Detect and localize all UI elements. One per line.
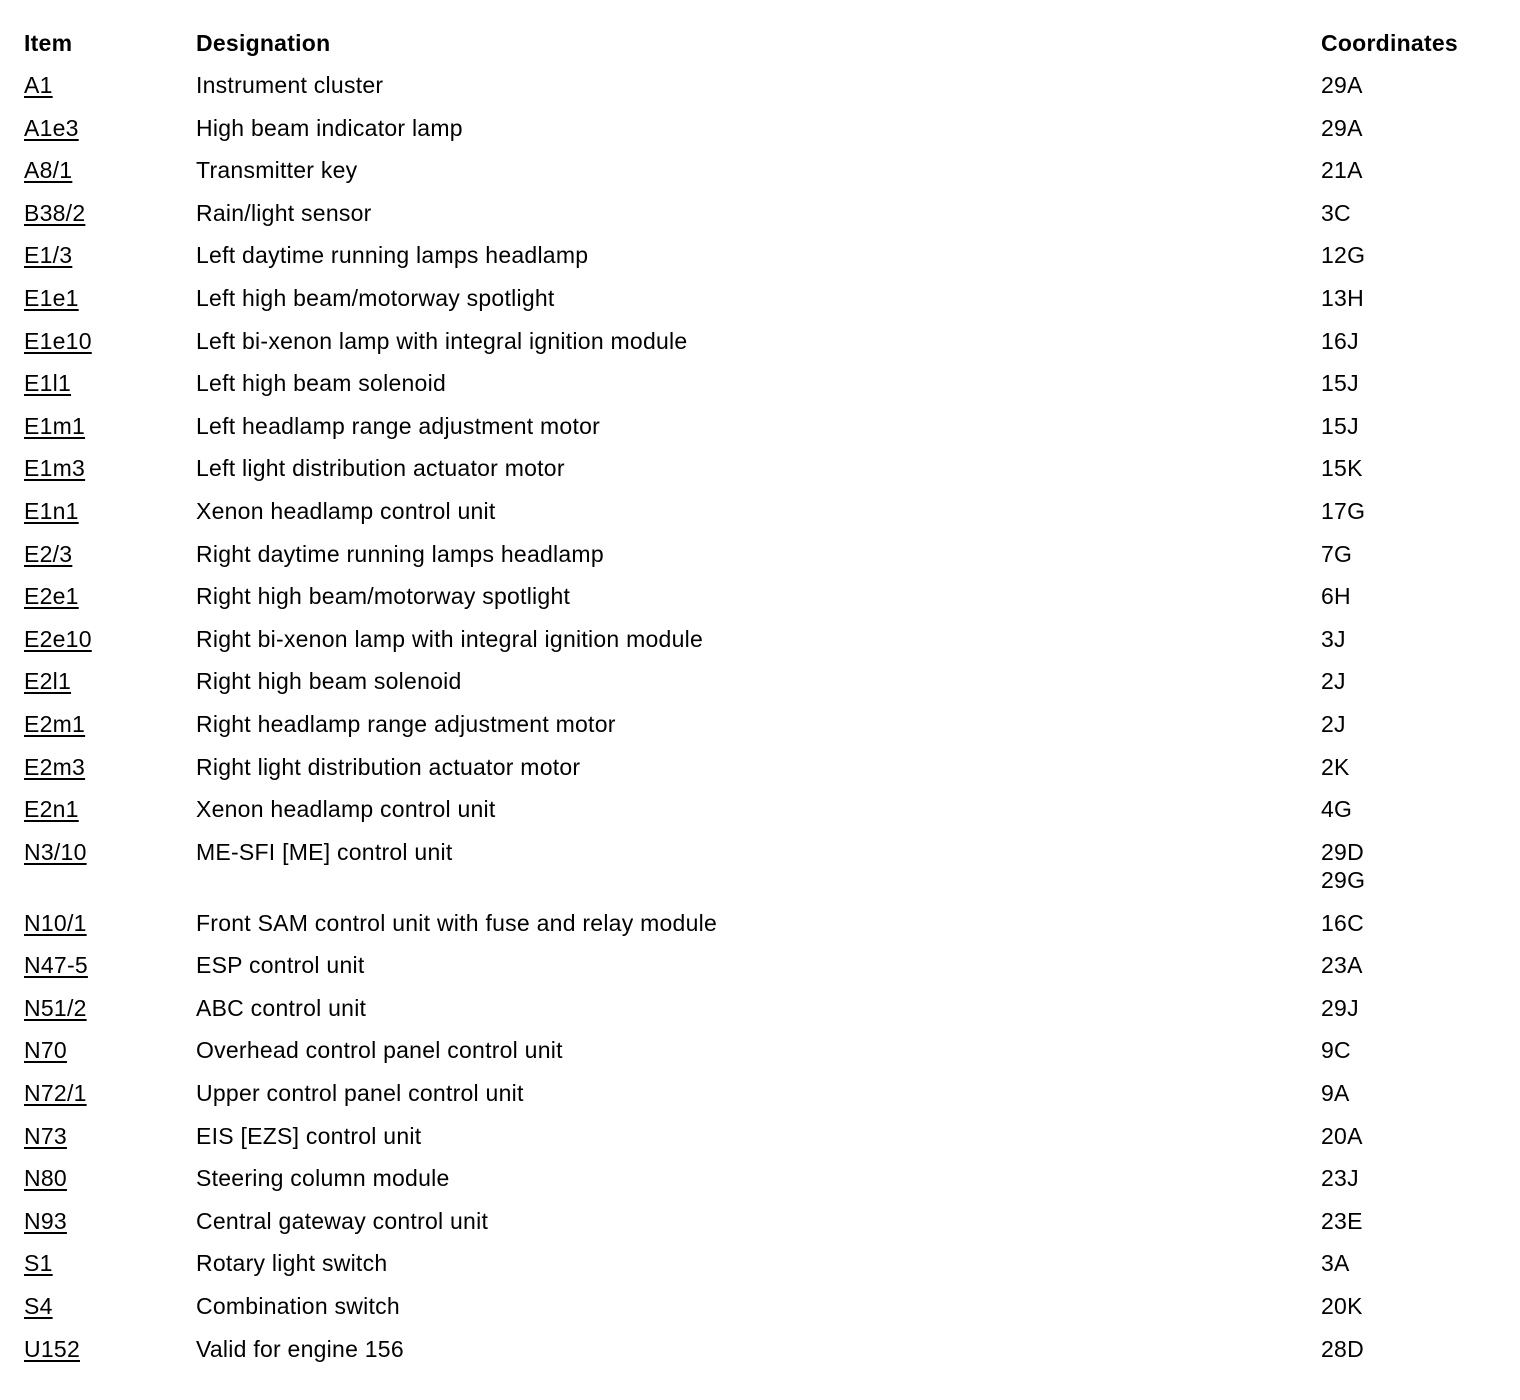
item-link[interactable]: N3/10 [24, 838, 87, 865]
designation-cell: Right light distribution actuator motor [196, 753, 581, 780]
coordinate-value: 29A [1321, 114, 1363, 141]
item-link[interactable]: N80 [24, 1165, 67, 1192]
coordinates-cell [1321, 234, 1511, 277]
designation-cell: Left light distribution actuator motor [196, 455, 565, 482]
item-link[interactable]: E2l1 [24, 668, 72, 695]
table-row [24, 277, 1511, 320]
designation-cell: Rotary light switch [196, 1250, 388, 1277]
table-row [24, 575, 1511, 618]
coordinate-value: 23E [1321, 1207, 1363, 1234]
table-row [24, 1285, 1511, 1328]
designation-cell: EIS [EZS] control unit [196, 1122, 422, 1149]
item-link[interactable]: E1/3 [24, 242, 73, 269]
item-link[interactable]: N70 [24, 1037, 67, 1064]
coordinates-cell [1321, 902, 1511, 945]
table-row [24, 746, 1511, 789]
item-cell [24, 405, 196, 448]
item-link[interactable]: A1e3 [24, 114, 79, 141]
item-cell [24, 490, 196, 533]
item-link[interactable]: E2m1 [24, 710, 86, 737]
item-cell [24, 447, 196, 490]
header-designation: Designation [196, 30, 331, 56]
coordinate-value: 6H [1321, 583, 1351, 610]
coordinate-value: 15J [1321, 370, 1359, 397]
table-body [24, 64, 1511, 1370]
coordinate-value: 9A [1321, 1080, 1350, 1107]
item-cell [24, 1285, 196, 1328]
table-row [24, 788, 1511, 831]
coordinate-value: 7G [1321, 540, 1353, 567]
coordinates-cell [1321, 64, 1511, 107]
designation-cell: Transmitter key [196, 157, 358, 184]
header-coordinates: Coordinates [1321, 30, 1458, 56]
item-link[interactable]: A8/1 [24, 157, 73, 184]
table-row [24, 320, 1511, 363]
item-cell [24, 64, 196, 107]
coordinate-value: 29D [1321, 838, 1364, 865]
coordinates-cell [1321, 362, 1511, 405]
designation-cell: High beam indicator lamp [196, 114, 463, 141]
item-cell [24, 1157, 196, 1200]
coordinate-value: 29J [1321, 994, 1359, 1021]
item-link[interactable]: E1e1 [24, 284, 79, 311]
item-cell [24, 1029, 196, 1072]
item-link[interactable]: N72/1 [24, 1080, 87, 1107]
item-cell [24, 703, 196, 746]
coordinate-value: 2J [1321, 710, 1346, 737]
coordinates-cell [1321, 1200, 1511, 1243]
designation-cell: Upper control panel control unit [196, 1080, 524, 1107]
coordinates-cell [1321, 149, 1511, 192]
coordinates-cell [1321, 1242, 1511, 1285]
coordinates-cell [1321, 831, 1511, 902]
item-cell [24, 192, 196, 235]
item-link[interactable]: N47-5 [24, 952, 88, 979]
item-link[interactable]: B38/2 [24, 199, 86, 226]
item-link[interactable]: N10/1 [24, 909, 87, 936]
item-link[interactable]: E1l1 [24, 370, 72, 397]
designation-cell: Xenon headlamp control unit [196, 796, 496, 823]
table-row [24, 107, 1511, 150]
coordinate-value: 4G [1321, 796, 1353, 823]
item-link[interactable]: E1e10 [24, 327, 92, 354]
coordinates-cell [1321, 447, 1511, 490]
table-row [24, 703, 1511, 746]
table-row [24, 234, 1511, 277]
item-link[interactable]: E2e1 [24, 583, 79, 610]
table-row [24, 618, 1511, 661]
item-link[interactable]: E1n1 [24, 497, 79, 524]
item-link[interactable]: U152 [24, 1335, 80, 1362]
coordinate-value: 3J [1321, 625, 1346, 652]
item-cell [24, 746, 196, 789]
table-row [24, 1029, 1511, 1072]
table-row [24, 405, 1511, 448]
item-cell [24, 1242, 196, 1285]
coordinates-cell [1321, 575, 1511, 618]
item-link[interactable]: N93 [24, 1207, 67, 1234]
coordinate-value: 9C [1321, 1037, 1351, 1064]
table-row [24, 1200, 1511, 1243]
table-row [24, 447, 1511, 490]
coordinates-cell [1321, 1285, 1511, 1328]
item-cell [24, 660, 196, 703]
coordinate-value: 20A [1321, 1122, 1363, 1149]
coordinate-value: 29A [1321, 72, 1363, 98]
item-cell [24, 618, 196, 661]
item-cell [24, 533, 196, 576]
designation-cell: Central gateway control unit [196, 1207, 489, 1234]
coordinates-cell [1321, 788, 1511, 831]
table-row [24, 944, 1511, 987]
header-item: Item [24, 30, 73, 56]
table-row [24, 902, 1511, 945]
coordinate-value: 23J [1321, 1165, 1359, 1192]
coordinate-value: 13H [1321, 284, 1364, 311]
coordinate-value: 17G [1321, 497, 1366, 524]
table-row [24, 192, 1511, 235]
coordinate-value: 3C [1321, 199, 1351, 226]
coordinates-cell [1321, 1328, 1511, 1371]
item-cell [24, 277, 196, 320]
designation-cell: Left daytime running lamps headlamp [196, 242, 589, 269]
coordinate-value: 15J [1321, 412, 1359, 439]
table-row [24, 660, 1511, 703]
coordinates-cell [1321, 107, 1511, 150]
designation-cell: Right daytime running lamps headlamp [196, 540, 604, 567]
coordinates-cell [1321, 490, 1511, 533]
coordinates-cell [1321, 533, 1511, 576]
designation-cell: Left bi-xenon lamp with integral ignition module [196, 327, 688, 354]
item-link[interactable]: N51/2 [24, 994, 87, 1021]
item-link[interactable]: E2/3 [24, 540, 73, 567]
coordinates-cell [1321, 405, 1511, 448]
coordinate-value: 29G [1321, 866, 1366, 893]
item-cell [24, 1115, 196, 1158]
coordinate-value: 28D [1321, 1335, 1364, 1362]
coordinates-cell [1321, 944, 1511, 987]
designation-cell: Front SAM control unit with fuse and relay module [196, 909, 718, 936]
designation-cell: Right high beam solenoid [196, 668, 462, 695]
designation-cell: Left high beam/motorway spotlight [196, 284, 555, 311]
table-row [24, 987, 1511, 1030]
coordinate-value: 3A [1321, 1250, 1350, 1277]
coordinate-value: 16C [1321, 909, 1364, 936]
item-cell [24, 831, 196, 902]
designation-cell: ME-SFI [ME] control unit [196, 838, 453, 865]
coordinates-cell [1321, 618, 1511, 661]
coordinates-cell [1321, 1029, 1511, 1072]
designation-cell: Left high beam solenoid [196, 370, 446, 397]
designation-cell: Combination switch [196, 1293, 400, 1320]
item-cell [24, 149, 196, 192]
table-row [24, 490, 1511, 533]
designation-cell: Left headlamp range adjustment motor [196, 412, 601, 439]
item-cell [24, 902, 196, 945]
item-cell [24, 320, 196, 363]
item-link[interactable]: S4 [24, 1293, 53, 1320]
table-row [24, 362, 1511, 405]
coordinates-cell [1321, 320, 1511, 363]
coordinates-cell [1321, 660, 1511, 703]
coordinate-value: 23A [1321, 952, 1363, 979]
item-cell [24, 987, 196, 1030]
designation-cell: Steering column module [196, 1165, 450, 1192]
coordinates-cell [1321, 746, 1511, 789]
coordinate-value: 2J [1321, 668, 1346, 695]
component-legend-table [24, 22, 1511, 1370]
designation-cell: Right headlamp range adjustment motor [196, 710, 616, 737]
table-row [24, 1242, 1511, 1285]
coordinates-cell [1321, 1157, 1511, 1200]
designation-cell: ESP control unit [196, 952, 365, 979]
designation-cell: Xenon headlamp control unit [196, 497, 496, 524]
coordinates-cell [1321, 703, 1511, 746]
table-row [24, 831, 1511, 902]
table-header-row [24, 22, 1511, 64]
coordinate-value: 16J [1321, 327, 1359, 354]
item-link[interactable]: A1 [24, 72, 53, 98]
coordinates-cell [1321, 1115, 1511, 1158]
designation-cell: Overhead control panel control unit [196, 1037, 563, 1064]
item-link[interactable]: S1 [24, 1250, 53, 1277]
item-cell [24, 234, 196, 277]
coordinate-value: 15K [1321, 455, 1363, 482]
item-cell [24, 1200, 196, 1243]
item-cell [24, 944, 196, 987]
item-cell [24, 362, 196, 405]
coordinates-cell [1321, 192, 1511, 235]
item-cell [24, 1072, 196, 1115]
table-row [24, 1115, 1511, 1158]
table-row [24, 1157, 1511, 1200]
designation-cell: Valid for engine 156 [196, 1335, 404, 1362]
table-row [24, 533, 1511, 576]
coordinate-value: 21A [1321, 157, 1363, 184]
designation-cell: ABC control unit [196, 994, 367, 1021]
table-row [24, 1328, 1511, 1371]
coordinate-value: 12G [1321, 242, 1366, 269]
table-row [24, 1072, 1511, 1115]
item-cell [24, 788, 196, 831]
designation-cell: Right bi-xenon lamp with integral ignition module [196, 625, 704, 652]
coordinates-cell [1321, 1072, 1511, 1115]
designation-cell: Right high beam/motorway spotlight [196, 583, 571, 610]
designation-cell: Instrument cluster [196, 72, 384, 98]
item-cell [24, 1328, 196, 1371]
item-link[interactable]: E2n1 [24, 796, 79, 823]
item-link[interactable]: E2m3 [24, 753, 86, 780]
coordinate-value: 20K [1321, 1293, 1363, 1320]
item-link[interactable]: N73 [24, 1122, 67, 1149]
item-link[interactable]: E2e10 [24, 625, 92, 652]
coordinates-cell [1321, 277, 1511, 320]
item-cell [24, 575, 196, 618]
table-row [24, 64, 1511, 107]
item-link[interactable]: E1m1 [24, 412, 86, 439]
coordinates-cell [1321, 987, 1511, 1030]
table-row [24, 149, 1511, 192]
coordinate-value: 2K [1321, 753, 1350, 780]
designation-cell: Rain/light sensor [196, 199, 372, 226]
item-cell [24, 107, 196, 150]
item-link[interactable]: E1m3 [24, 455, 86, 482]
